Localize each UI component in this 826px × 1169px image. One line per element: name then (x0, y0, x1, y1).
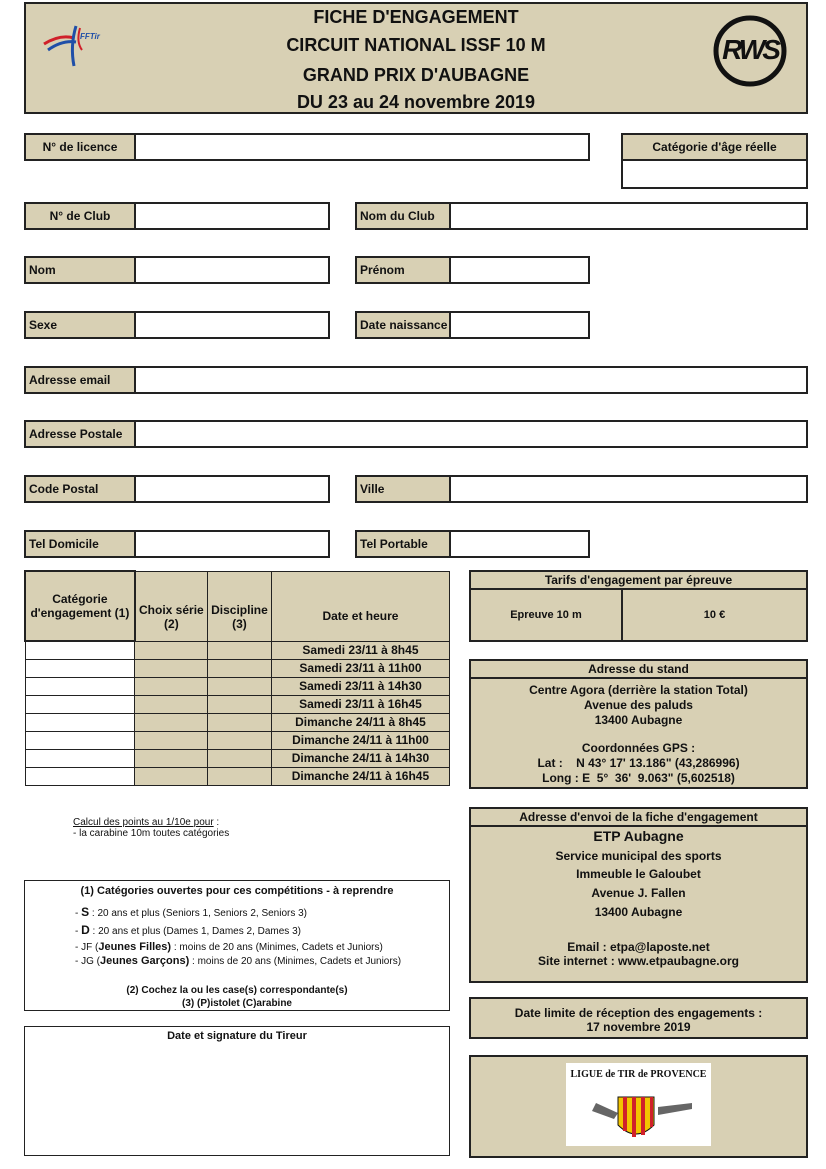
discipline-cell[interactable] (207, 713, 271, 731)
envoi-line-3: Avenue J. Fallen (591, 886, 686, 900)
deadline-line-2: 17 novembre 2019 (586, 1020, 691, 1034)
deadline-panel (469, 997, 808, 1039)
series-cell[interactable] (135, 731, 208, 749)
col-category-header: Catégorie d'engagement (1) (25, 571, 135, 641)
schedule-row (25, 659, 450, 677)
category-cell[interactable] (25, 767, 135, 785)
datetime-cell: Samedi 23/11 à 16h45 (271, 695, 449, 713)
note-2: (2) Cochez la ou les case(s) correspondante(s) (126, 985, 348, 996)
schedule-row (25, 731, 450, 749)
schedule-row (25, 767, 450, 785)
discipline-cell[interactable] (207, 731, 271, 749)
signature-title: Date et signature du Tireur (167, 1030, 307, 1042)
city-input[interactable] (449, 475, 808, 503)
postal-code-input[interactable] (134, 475, 330, 503)
discipline-cell[interactable] (207, 749, 271, 767)
datetime-cell: Samedi 23/11 à 8h45 (271, 641, 449, 659)
postal-code-label: Code Postal (24, 475, 136, 503)
stand-panel (469, 659, 808, 789)
category-jg (75, 955, 401, 967)
first-name-input[interactable] (449, 256, 590, 284)
discipline-cell[interactable] (207, 695, 271, 713)
col-datetime-header: Date et heure (271, 571, 449, 641)
category-jf-code: Jeunes Filles) (98, 941, 172, 953)
envoi-org: ETP Aubagne (593, 828, 684, 844)
title-line-3: GRAND PRIX D'AUBAGNE (302, 65, 530, 85)
envoi-line-4: 13400 Aubagne (594, 905, 683, 919)
category-jg-code: Jeunes Garçons) (100, 955, 190, 967)
tarifs-price: 10 € (703, 609, 726, 621)
stand-line-3: 13400 Aubagne (594, 713, 683, 727)
club-number-label: N° de Club (24, 202, 136, 230)
category-jf (75, 941, 383, 953)
club-name-label: Nom du Club (355, 202, 451, 230)
licence-label: N° de licence (24, 133, 136, 161)
ligue-logo (566, 1063, 711, 1146)
last-name-label: Nom (24, 256, 136, 284)
categories-title: (1) Catégories ouvertes pour ces compétitions - à reprendre (80, 885, 394, 897)
category-cell[interactable] (25, 659, 135, 677)
calc-note (73, 817, 229, 839)
ligue-panel (469, 1055, 808, 1158)
envoi-line-1: Service municipal des sports (555, 849, 722, 863)
fftir-logo-text: FFTir (80, 32, 100, 41)
postal-address-input[interactable] (134, 420, 808, 448)
schedule-row (25, 695, 450, 713)
category-d-text: : 20 ans et plus (Dames 1, Dames 2, Dames 3) (89, 926, 301, 937)
discipline-cell[interactable] (207, 677, 271, 695)
category-d-prefix: - (75, 926, 82, 937)
categories-panel (24, 880, 450, 1011)
schedule-row (25, 641, 450, 659)
series-cell[interactable] (135, 749, 208, 767)
envoi-email: Email : etpa@laposte.net (567, 940, 710, 954)
datetime-cell: Samedi 23/11 à 11h00 (271, 659, 449, 677)
sex-label: Sexe (24, 311, 136, 339)
first-name-label: Prénom (355, 256, 451, 284)
category-s-text: : 20 ans et plus (Seniors 1, Seniors 2, Seniors 3) (89, 908, 308, 919)
tarifs-panel (469, 570, 808, 642)
birth-date-input[interactable] (449, 311, 590, 339)
gps-latitude: Lat : N 43° 17' 13.186" (43,286996) (537, 756, 740, 770)
category-cell[interactable] (25, 641, 135, 659)
club-name-input[interactable] (449, 202, 808, 230)
series-cell[interactable] (135, 695, 208, 713)
rws-logo-text: RWS (722, 34, 778, 65)
series-cell[interactable] (135, 641, 208, 659)
category-s-prefix: - (75, 908, 82, 919)
series-cell[interactable] (135, 767, 208, 785)
envoi-title: Adresse d'envoi de la fiche d'engagement (471, 809, 806, 827)
schedule-header-row (25, 571, 450, 641)
category-jg-text: : moins de 20 ans (Minimes, Cadets et Juniors) (189, 956, 402, 967)
series-cell[interactable] (135, 713, 208, 731)
datetime-cell: Dimanche 24/11 à 16h45 (271, 767, 449, 785)
ligue-logo-text: LIGUE de TIR de PROVENCE (570, 1069, 707, 1080)
licence-input[interactable] (134, 133, 590, 161)
home-phone-input[interactable] (134, 530, 330, 558)
col-series-header: Choix série (2) (135, 571, 208, 641)
envoi-website: Site internet : www.etpaubagne.org (538, 954, 739, 968)
discipline-cell[interactable] (207, 641, 271, 659)
postal-address-label: Adresse Postale (24, 420, 136, 448)
age-category-label: Catégorie d'âge réelle (621, 133, 808, 161)
title-line-4: DU 23 au 24 novembre 2019 (296, 92, 536, 112)
deadline-line-1: Date limite de réception des engagements : (514, 1006, 763, 1020)
email-input[interactable] (134, 366, 808, 394)
age-category-input[interactable] (621, 159, 808, 189)
datetime-cell: Dimanche 24/11 à 14h30 (271, 749, 449, 767)
home-phone-label: Tel Domicile (24, 530, 136, 558)
category-cell[interactable] (25, 731, 135, 749)
schedule-row (25, 713, 450, 731)
category-d (75, 923, 301, 937)
series-cell[interactable] (135, 677, 208, 695)
datetime-cell: Dimanche 24/11 à 11h00 (271, 731, 449, 749)
series-cell[interactable] (135, 659, 208, 677)
category-jf-text: : moins de 20 ans (Minimes, Cadets et Juniors) (171, 942, 383, 953)
schedule-row (25, 677, 450, 695)
category-s (75, 905, 307, 919)
birth-date-label: Date naissance (355, 311, 451, 339)
envoi-line-2: Immeuble le Galoubet (576, 867, 701, 881)
calc-note-line-1: Calcul des points au 1/10e pour (73, 817, 214, 828)
city-label: Ville (355, 475, 451, 503)
rws-logo (712, 14, 788, 88)
last-name-input[interactable] (134, 256, 330, 284)
header-banner (24, 2, 808, 114)
email-label: Adresse email (24, 366, 136, 394)
schedule-table (24, 570, 450, 786)
category-s-code: S (81, 905, 90, 919)
stand-line-2: Avenue des paluds (584, 698, 693, 712)
tarifs-title: Tarifs d'engagement par épreuve (471, 572, 806, 590)
col-discipline-header: Discipline (3) (207, 571, 271, 641)
datetime-cell: Samedi 23/11 à 14h30 (271, 677, 449, 695)
stand-line-1: Centre Agora (derrière la station Total) (529, 683, 748, 697)
sex-input[interactable] (134, 311, 330, 339)
category-cell[interactable] (25, 695, 135, 713)
title-line-2: CIRCUIT NATIONAL ISSF 10 M (286, 35, 546, 55)
title-line-1: FICHE D'ENGAGEMENT (313, 7, 519, 27)
schedule-row (25, 749, 450, 767)
category-cell[interactable] (25, 677, 135, 695)
datetime-cell: Dimanche 24/11 à 8h45 (271, 713, 449, 731)
envoi-panel (469, 807, 808, 983)
mobile-phone-label: Tel Portable (355, 530, 451, 558)
mobile-phone-input[interactable] (449, 530, 590, 558)
category-jf-prefix: - JF ( (75, 942, 99, 953)
tarifs-event: Epreuve 10 m (471, 590, 623, 640)
category-cell[interactable] (25, 749, 135, 767)
calc-note-line-1-suffix: : (213, 817, 220, 828)
club-number-input[interactable] (134, 202, 330, 230)
category-jg-prefix: - JG ( (75, 956, 100, 967)
category-cell[interactable] (25, 713, 135, 731)
note-3: (3) (P)istolet (C)arabine (181, 998, 292, 1009)
discipline-cell[interactable] (207, 659, 271, 677)
calc-note-line-2: - la carabine 10m toutes catégories (73, 828, 230, 839)
discipline-cell[interactable] (207, 767, 271, 785)
signature-panel[interactable] (24, 1026, 450, 1156)
stand-title: Adresse du stand (471, 661, 806, 679)
gps-title: Coordonnées GPS : (581, 741, 696, 755)
gps-longitude: Long : E 5° 36' 9.063" (5,602518) (542, 771, 735, 785)
category-d-code: D (81, 923, 90, 937)
